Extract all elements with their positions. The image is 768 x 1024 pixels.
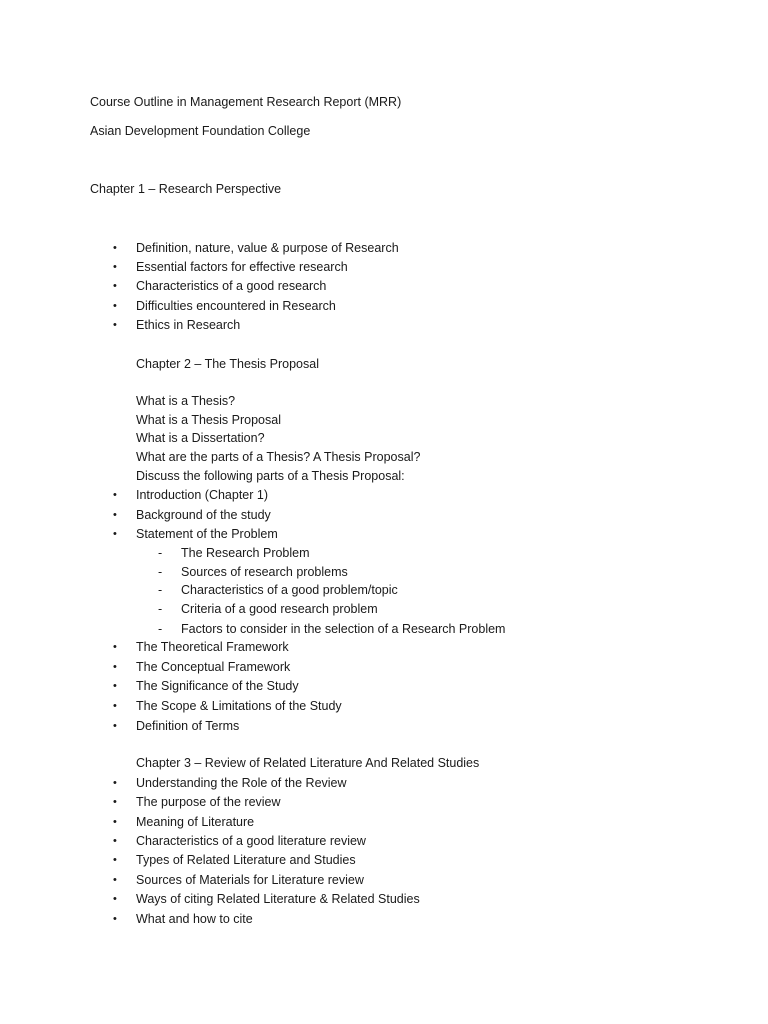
- list-item: The Conceptual Framework: [136, 660, 291, 674]
- bullet-icon: •: [113, 280, 117, 292]
- dash-icon: -: [158, 546, 163, 560]
- list-item: Difficulties encountered in Research: [136, 299, 336, 313]
- list-item: Meaning of Literature: [136, 815, 255, 829]
- list-item: The Theoretical Framework: [136, 640, 289, 654]
- bullet-icon: •: [113, 854, 117, 866]
- list-item: Characteristics of a good literature review: [136, 834, 366, 848]
- bullet-icon: •: [113, 796, 117, 808]
- dash-icon: -: [158, 583, 163, 597]
- bullet-icon: •: [113, 300, 117, 312]
- bullet-icon: •: [113, 680, 117, 692]
- chapter-2-heading: Chapter 2 – The Thesis Proposal: [136, 357, 319, 371]
- list-item: Introduction (Chapter 1): [136, 488, 269, 502]
- chapter-3-heading: Chapter 3 – Review of Related Literature And Related Studies: [136, 756, 480, 770]
- list-item: The purpose of the review: [136, 795, 281, 809]
- list-item: The Scope & Limitations of the Study: [136, 699, 342, 713]
- list-item: Ways of citing Related Literature & Related Studies: [136, 892, 420, 906]
- list-item: The Significance of the Study: [136, 679, 299, 693]
- bullet-icon: •: [113, 528, 117, 540]
- list-item: Sources of Materials for Literature review: [136, 873, 364, 887]
- list-item: Characteristics of a good research: [136, 279, 327, 293]
- dash-icon: -: [158, 622, 163, 636]
- bullet-icon: •: [113, 641, 117, 653]
- bullet-icon: •: [113, 835, 117, 847]
- list-item: Ethics in Research: [136, 318, 241, 332]
- question-line: Discuss the following parts of a Thesis Proposal:: [136, 469, 405, 483]
- sub-list-item: Factors to consider in the selection of a Research Problem: [181, 622, 506, 636]
- bullet-icon: •: [113, 720, 117, 732]
- bullet-icon: •: [113, 489, 117, 501]
- bullet-icon: •: [113, 816, 117, 828]
- course-title: Course Outline in Management Research Report (MRR): [90, 95, 402, 109]
- bullet-icon: •: [113, 261, 117, 273]
- question-line: What is a Dissertation?: [136, 431, 265, 445]
- dash-icon: -: [158, 602, 163, 616]
- bullet-icon: •: [113, 509, 117, 521]
- bullet-icon: •: [113, 893, 117, 905]
- dash-icon: -: [158, 565, 163, 579]
- list-item: Types of Related Literature and Studies: [136, 853, 356, 867]
- sub-list-item: Characteristics of a good problem/topic: [181, 583, 398, 597]
- bullet-icon: •: [113, 874, 117, 886]
- bullet-icon: •: [113, 319, 117, 331]
- list-item: Background of the study: [136, 508, 271, 522]
- list-item: Essential factors for effective research: [136, 260, 348, 274]
- question-line: What are the parts of a Thesis? A Thesis Proposal?: [136, 450, 421, 464]
- list-item: Understanding the Role of the Review: [136, 776, 347, 790]
- sub-list-item: Criteria of a good research problem: [181, 602, 378, 616]
- list-item: Definition, nature, value & purpose of Research: [136, 241, 399, 255]
- sub-list-item: The Research Problem: [181, 546, 310, 560]
- bullet-icon: •: [113, 913, 117, 925]
- bullet-icon: •: [113, 661, 117, 673]
- question-line: What is a Thesis?: [136, 394, 236, 408]
- bullet-icon: •: [113, 242, 117, 254]
- list-item: Statement of the Problem: [136, 527, 278, 541]
- question-line: What is a Thesis Proposal: [136, 413, 281, 427]
- sub-list-item: Sources of research problems: [181, 565, 348, 579]
- list-item: What and how to cite: [136, 912, 253, 926]
- chapter-1-heading: Chapter 1 – Research Perspective: [90, 182, 282, 196]
- bullet-icon: •: [113, 700, 117, 712]
- institution-name: Asian Development Foundation College: [90, 124, 311, 138]
- bullet-icon: •: [113, 777, 117, 789]
- list-item: Definition of Terms: [136, 719, 240, 733]
